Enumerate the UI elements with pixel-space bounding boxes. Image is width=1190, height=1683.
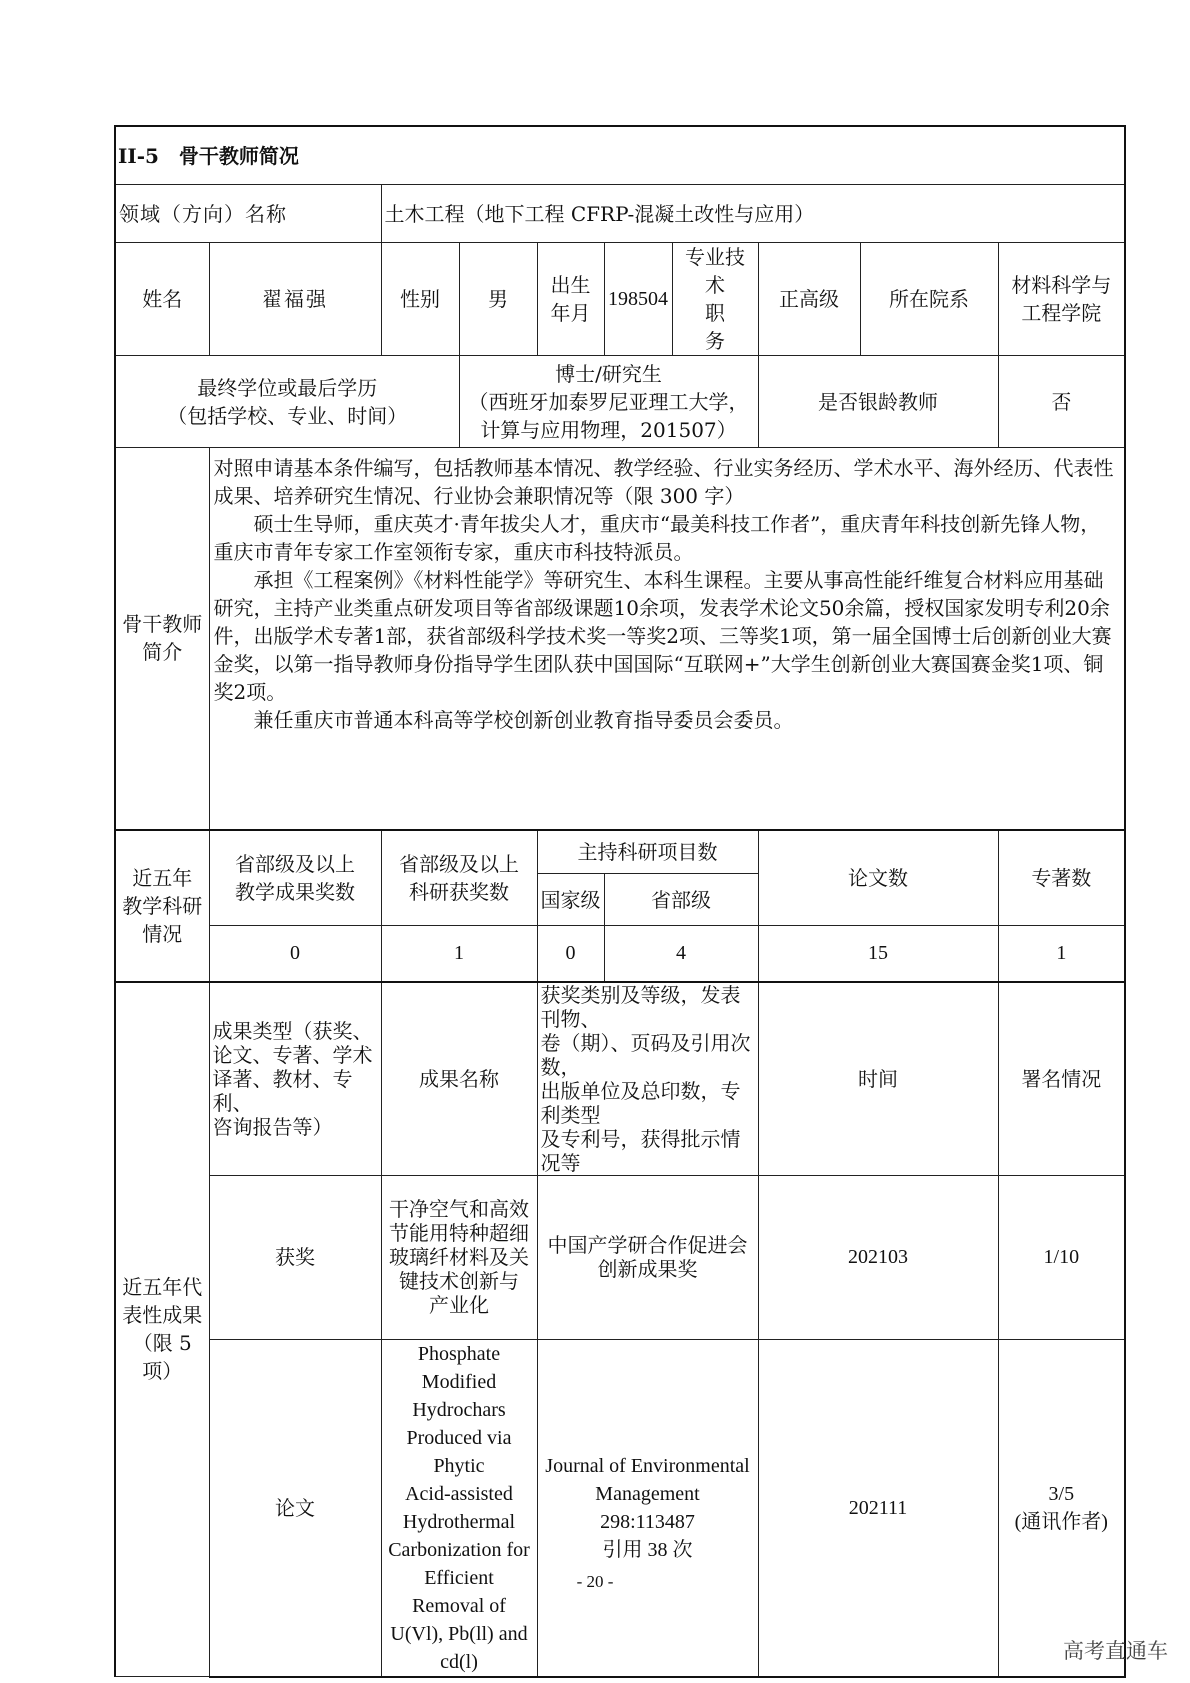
achievement-sign-header: 署名情况 [998, 982, 1125, 1176]
teaching-award-count: 0 [209, 926, 381, 982]
domain-value: 土木工程（地下工程 CFRP-混凝土改性与应用） [381, 185, 1125, 243]
achievement-name: Phosphate Modified Hydrochars Produced via Phytic Acid-assisted Hydrothermal Carbonization for Efficient Removal of U(Vl), Pb(ll) and cd(l) [381, 1339, 537, 1677]
national-header: 国家级 [537, 874, 604, 926]
intro-label: 骨干教师 简介 [115, 448, 209, 830]
provincial-header: 省部级 [604, 874, 758, 926]
papers-header: 论文数 [758, 830, 998, 926]
projects-header: 主持科研项目数 [537, 830, 758, 874]
books-header: 专著数 [998, 830, 1125, 926]
research-label: 近五年 教学科研 情况 [115, 830, 209, 982]
birth-label: 出生 年月 [537, 243, 604, 356]
title-label: 专业技术 职 务 [672, 243, 758, 356]
achievement-name-header: 成果名称 [381, 982, 537, 1176]
teacher-profile-table [114, 125, 1126, 1678]
achievement-time: 202103 [758, 1175, 998, 1339]
application-form [114, 125, 1114, 1678]
page-number: - 20 - [576, 1572, 614, 1591]
title-value: 正高级 [758, 243, 860, 356]
dept-label: 所在院系 [860, 243, 998, 356]
intro-paragraph-3: 兼任重庆市普通本科高等学校创新创业教育指导委员会委员。 [253, 708, 794, 732]
achievement-detail-header: 获奖类别及等级，发表刊物、 卷（期）、页码及引用次数， 出版单位及总印数，专利类型 及专利号，获得批示情况等 [537, 982, 758, 1176]
silver-teacher-value: 否 [998, 356, 1125, 448]
achievement-type-header: 成果类型（获奖、 论文、专著、学术 译著、教材、专利、 咨询报告等） [209, 982, 381, 1176]
achievement-detail: 中国产学研合作促进会 创新成果奖 [537, 1175, 758, 1339]
silver-teacher-label: 是否银龄教师 [758, 356, 998, 448]
name-label: 姓名 [115, 243, 209, 356]
achievement-detail: Journal of Environmental Management 298:113487 引用 38 次 [537, 1339, 758, 1677]
science-award-header: 省部级及以上 科研获奖数 [381, 830, 537, 926]
achievement-name: 干净空气和高效 节能用特种超细 玻璃纤材料及关 键技术创新与 产业化 [381, 1175, 537, 1339]
national-project-count: 0 [537, 926, 604, 982]
achievement-sign: 1/10 [998, 1175, 1125, 1339]
degree-label: 最终学位或最后学历 （包括学校、专业、时间） [115, 356, 459, 448]
degree-value: 博士/研究生 （西班牙加泰罗尼亚理工大学， 计算与应用物理，201507） [459, 356, 758, 448]
section-title: II-5 骨干教师简况 [115, 126, 1125, 185]
achievement-type: 论文 [209, 1339, 381, 1677]
achievement-sign: 3/5 (通讯作者) [998, 1339, 1125, 1677]
book-count: 1 [998, 926, 1125, 982]
watermark: 高考直通车 [1063, 1639, 1168, 1663]
intro-paragraph-2: 承担《工程案例》《材料性能学》等研究生、本科生课程。主要从事高性能纤维复合材料应用基础研究，主持产业类重点研发项目等省部级课题10余项，发表学术论文50余篇，授权国家发明专利20余件，出版学术专著1部，获省部级科学技术奖一等奖2项、三等奖1项，第一届全国博士后创新创业大赛金奖，以第一指导教师身份指导学生团队获中国国际“互联网+”大学生创新创业大赛国赛金奖1项、铜奖2项。 [213, 568, 1112, 704]
birth-value: 198504 [604, 243, 672, 356]
teaching-award-header: 省部级及以上 教学成果奖数 [209, 830, 381, 926]
provincial-project-count: 4 [604, 926, 758, 982]
intro-instruction: 对照申请基本条件编写，包括教师基本情况、教学经验、行业实务经历、学术水平、海外经历、代表性成果、培养研究生情况、行业协会兼职情况等（限 300 字） [213, 456, 1114, 508]
name-value: 翟福强 [209, 243, 381, 356]
achievement-time-header: 时间 [758, 982, 998, 1176]
intro-text [209, 448, 1125, 830]
gender-label: 性别 [381, 243, 459, 356]
achievement-type: 获奖 [209, 1175, 381, 1339]
science-award-count: 1 [381, 926, 537, 982]
achievement-time: 202111 [758, 1339, 998, 1677]
gender-value: 男 [459, 243, 537, 356]
intro-paragraph-1: 硕士生导师，重庆英才·青年拔尖人才，重庆市“最美科技工作者”，重庆青年科技创新先锋人物，重庆市青年专家工作室领衔专家，重庆市科技特派员。 [213, 512, 1101, 564]
domain-label: 领域（方向）名称 [115, 185, 381, 243]
paper-count: 15 [758, 926, 998, 982]
achievements-label: 近五年代 表性成果 （限 5 项） [115, 982, 209, 1677]
dept-value: 材料科学与 工程学院 [998, 243, 1125, 356]
